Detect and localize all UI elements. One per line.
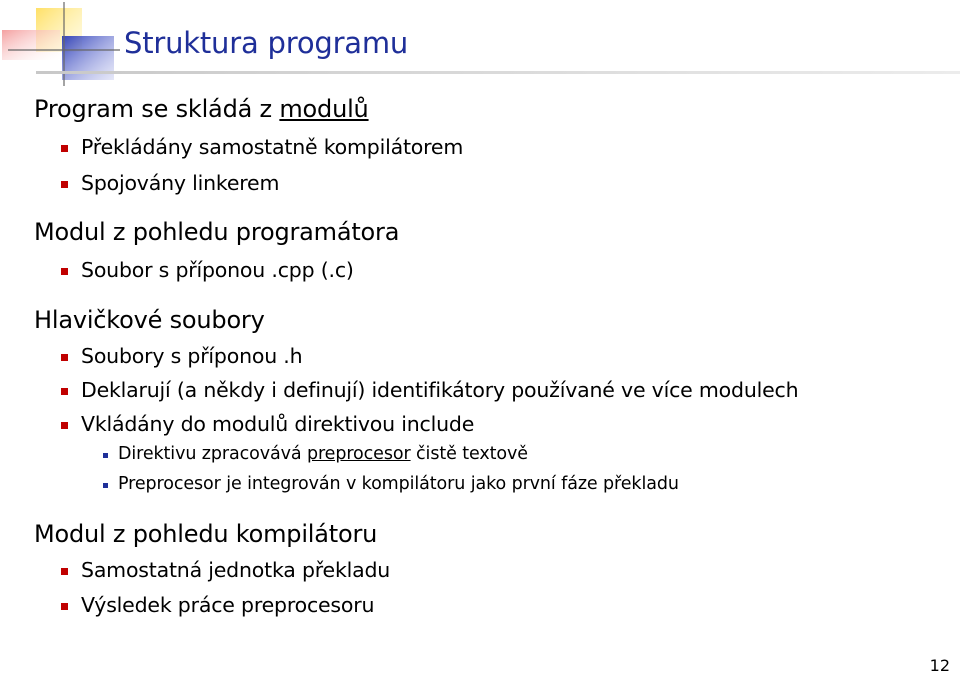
sub-bullet-text: Direktivu zpracovává	[118, 444, 307, 464]
slide-content	[34, 90, 944, 618]
section-heading	[34, 94, 944, 124]
page-number: 12	[929, 656, 950, 675]
title-divider	[36, 71, 960, 74]
sub-bullet-text: čistě textově	[410, 444, 528, 464]
modules-link[interactable]: modulů	[279, 95, 369, 123]
bullet-item: Výsledek práce preprocesoru	[34, 592, 944, 618]
sub-bullet-item: Preprocesor je integrován v kompilátoru jako první fáze překladu	[34, 473, 944, 495]
bullet-item: Deklarují (a někdy i definují) identifikátory používané ve více modulech	[34, 377, 944, 403]
bullet-item: Soubor s příponou .cpp (.c)	[34, 257, 944, 283]
section-heading: Modul z pohledu programátora	[34, 218, 400, 246]
section-heading: Modul z pohledu kompilátoru	[34, 520, 378, 548]
bullet-item: Vkládány do modulů direktivou include	[34, 411, 944, 437]
section-heading: Hlavičkové soubory	[34, 306, 265, 334]
bullet-item: Samostatná jednotka překladu	[34, 557, 944, 583]
bullet-item: Překládány samostatně kompilátorem	[34, 134, 944, 160]
sub-bullet-item	[34, 443, 944, 465]
preprocessor-link[interactable]: preprocesor	[306, 444, 411, 464]
heading-text: Program se skládá z	[34, 95, 280, 123]
slide-title: Struktura programu	[124, 26, 409, 60]
bullet-item: Soubory s příponou .h	[34, 343, 944, 369]
bullet-item: Spojovány linkerem	[34, 170, 944, 196]
